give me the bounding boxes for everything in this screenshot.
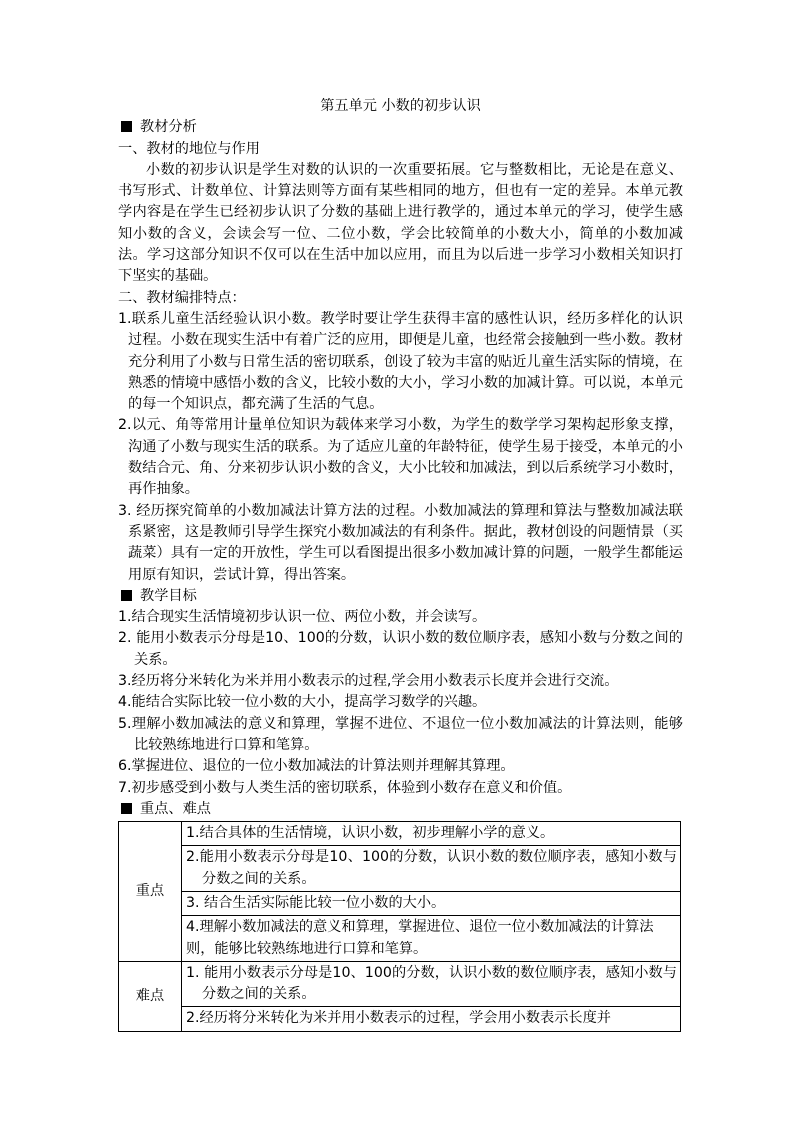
table-row (119, 961, 681, 1007)
table-cell (182, 916, 681, 962)
feature-item: 2.以元、角等常用计量单位知识为载体来学习小数，为学生的数学学习架构起形象支撑，沟通了小数与现实生活的联系。为了适应儿童的年龄特征，使学生易于接受，本单元的小数结合元、角、分来初步认识小数的含义，大小比较和加减法，到以后系统学习小数时，再作抽象。 (118, 417, 683, 498)
key-point-text: 1.结合具体的生活情境，认识小数，初步理解小学的意义。 (186, 825, 555, 842)
goal-item: 3.经历将分米转化为米并用小数表示的过程,学会用小数表示长度并会进行交流。 (118, 673, 619, 690)
keypoints-table (118, 821, 681, 1032)
section-heading-keypoints (118, 799, 683, 820)
feature-item: 1.联系儿童生活经验认识小数。教学时要让学生获得丰富的感性认识，经历多样化的认识过程。小数在现实生活中有着广泛的应用，即便是儿童，也经常会接触到一些小数。教材充分利用了小数与日常生活的密切联系，创设了较为丰富的贴近儿童生活实际的情境，在熟悉的情境中感悟小数的含义，比较小数的大小，学习小数的加减计算。可以说，本单元的每一个知识点，都充满了生活的气息。 (118, 310, 683, 413)
key-points-label: 重点 (119, 822, 182, 962)
square-bullet-icon (121, 590, 132, 601)
page-title: 第五单元 小数的初步认识 (320, 98, 481, 114)
table-cell (182, 822, 681, 846)
goal-item: 2. 能用小数表示分母是10、100的分数，认识小数的数位顺序表，感知小数与分数之间的关系。 (118, 630, 683, 668)
key-point-text: 3. 结合生活实际能比较一位小数的大小。 (186, 894, 446, 911)
goal-item: 1.结合现实生活情境初步认识一位、两位小数，并会读写。 (118, 609, 487, 626)
feature-item: 3. 经历探究简单的小数加减法计算方法的过程。小数加减法的算理和算法与整数加减法联系紧密，这是教师引导学生探究小数加减法的有利条件。据此，教材创设的问题情景（买蔬菜）具有一定的开放性，学生可以看图提出很多小数加减计算的问题，一般学生都能运用原有知识，尝试计算，得出答案。 (118, 502, 683, 583)
section-heading-analysis (118, 117, 683, 138)
square-bullet-icon (121, 121, 132, 132)
paragraph-role: 小数的初步认识是学生对数的认识的一次重要拓展。它与整数相比，无论是在意义、书写形式、计数单位、计算法则等方面有某些相同的地方，但也有一定的差异。本单元教学内容是在学生已经初步认识了分数的基础上进行教学的，通过本单元的学习，使学生感知小数的含义，会读会写一位、二位小数，学会比较简单的小数大小，简单的小数加减法。学习这部分知识不仅可以在生活中加以应用，而且为以后进一步学习小数相关知识打下坚实的基础。 (118, 161, 683, 285)
key-point-text: 2.能用小数表示分母是10、100的分数，认识小数的数位顺序表，感知小数与分数之间的关系。 (186, 849, 677, 887)
table-row (119, 891, 681, 915)
table-cell (182, 846, 681, 892)
table-cell (182, 1007, 681, 1031)
document-content (118, 96, 683, 1032)
goal-item: 5.理解小数加减法的意义和算理，掌握不进位、不退位一位小数加减法的计算法则，能够比较熟练地进行口算和笔算。 (118, 715, 683, 753)
section-heading-goals (118, 586, 683, 607)
key-point-text: 4.理解小数加减法的意义和算理，掌握进位、退位一位小数加减法的计算法则，能够比较熟练地进行口算和笔算。 (186, 919, 654, 957)
table-row (119, 846, 681, 892)
difficult-points-label: 难点 (119, 961, 182, 1031)
section-heading-text: 教材分析 (140, 119, 197, 136)
difficult-point-text: 1. 能用小数表示分母是10、100的分数，认识小数的数位顺序表，感知小数与分数之间的关系。 (186, 964, 677, 1003)
table-row (119, 1007, 681, 1031)
goal-item: 4.能结合实际比较一位小数的大小，提高学习数学的兴趣。 (118, 694, 487, 711)
table-cell (182, 961, 681, 1007)
square-bullet-icon (121, 803, 132, 814)
table-row (119, 822, 681, 846)
goal-item: 7.初步感受到小数与人类生活的密切联系，体验到小数存在意义和价值。 (118, 779, 572, 796)
difficult-point-text: 2.经历将分米转化为米并用小数表示的过程，学会用小数表示长度并 (186, 1010, 611, 1027)
subheading-features: 二、教材编排特点： (118, 289, 246, 306)
section-heading-text: 教学目标 (140, 587, 197, 604)
subheading-role: 一、教材的地位与作用 (118, 140, 260, 157)
goal-item: 6.掌握进位、退位的一位小数加减法的计算法则并理解其算理。 (118, 758, 515, 775)
table-row (119, 916, 681, 962)
table-cell (182, 891, 681, 915)
section-heading-text: 重点、难点 (140, 800, 211, 817)
